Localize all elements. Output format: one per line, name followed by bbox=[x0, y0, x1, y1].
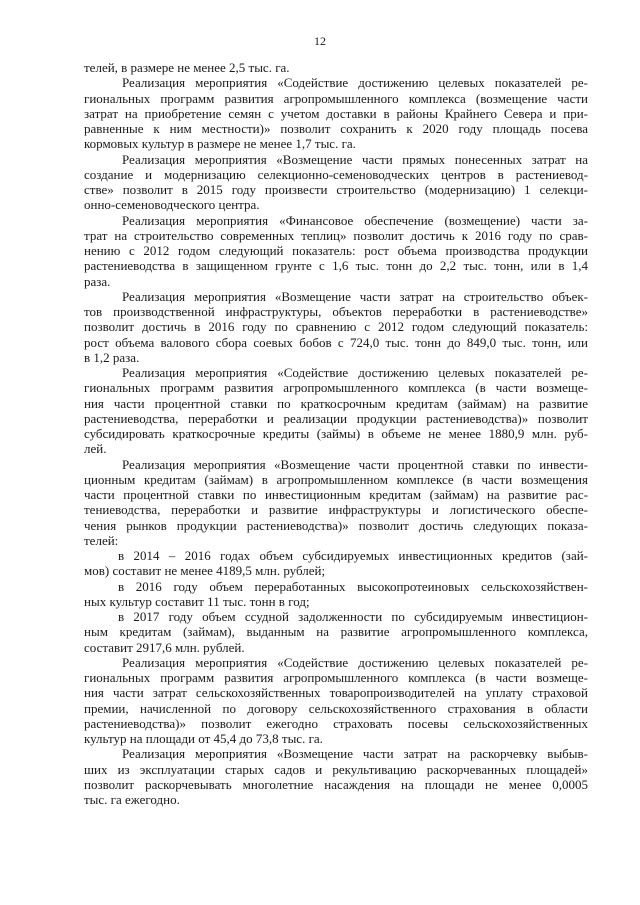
text-line: рост объема валового сбора соевых бобов с 724,0 тыс. тонн до 849,0 тыс. тонн, или bbox=[84, 334, 588, 350]
text-line: тов производственной инфраструктуры, объектов переработки в растениеводстве» bbox=[84, 304, 588, 319]
text-line: телей, в размере не менее 2,5 тыс. га. bbox=[84, 60, 290, 75]
text-line: ния части затрат сельскохозяйственных товаропроизводителей на уплату страховой bbox=[84, 685, 588, 701]
paragraph bbox=[84, 579, 588, 610]
text-line: Реализация мероприятия «Возмещение части затрат на строительство объек- bbox=[122, 288, 588, 304]
paragraph bbox=[84, 75, 588, 151]
paragraph bbox=[84, 152, 588, 213]
text-line: Реализация мероприятия «Возмещение части прямых понесенных затрат на bbox=[122, 151, 588, 167]
text-line: растениеводства, переработки и реализации продукции растениеводства)» позволит bbox=[84, 410, 588, 426]
text-line: растениеводства)» позволит ежегодно страховать посевы сельскохозяйственных bbox=[84, 715, 588, 731]
text-line: Реализация мероприятия «Возмещение части процентной ставки по инвести- bbox=[122, 456, 588, 472]
text-line: в 2016 году объем переработанных высокопротеиновых сельскохозяйствен- bbox=[118, 578, 588, 594]
paragraph bbox=[84, 548, 588, 579]
text-line: в 2014 – 2016 годах объем субсидируемых инвестиционных кредитов (зай- bbox=[118, 548, 588, 563]
text-line: кормовых культур в размере не менее 1,7 тыс. га. bbox=[84, 136, 356, 152]
paragraph bbox=[84, 655, 588, 747]
paragraph bbox=[84, 60, 588, 75]
text-line: равненные к ним местности)» позволит сохранить к 2020 году площадь посева bbox=[84, 121, 588, 136]
text-line: Реализация мероприятия «Возмещение части затрат на раскорчевку выбыв- bbox=[122, 746, 588, 762]
text-line: нению с 2012 годом следующий показатель: рост объема производства продукции bbox=[84, 243, 588, 258]
text-line: культур на площади от 45,4 до 73,8 тыс. га. bbox=[84, 731, 323, 746]
text-line: в 1,2 раза. bbox=[84, 349, 140, 365]
text-line: ным кредитам (займам), выданным на развитие агропромышленного комплекса, bbox=[84, 624, 588, 640]
text-line: создание и модернизацию селекционно-семеноводческих центров в растениевод- bbox=[84, 166, 588, 182]
text-line: телей: bbox=[84, 532, 119, 548]
text-line: затрат на приобретение семян с учетом доставки в районы Крайнего Севера и при- bbox=[84, 105, 588, 121]
text-line: чения рынков продукции растениеводства)» позволит достичь следующих показа- bbox=[84, 517, 588, 533]
text-line: Реализация мероприятия «Финансовое обеспечение (возмещение) части за- bbox=[122, 212, 588, 228]
text-line: гиональных программ развития агропромышленного комплекса (в части возмеще- bbox=[84, 670, 588, 685]
text-line: части процентной ставки по инвестиционным кредитам (займам) на развитие рас- bbox=[84, 487, 588, 502]
text-line: ционным кредитам (займам) в агропромышленном комплексе (в части возмещения bbox=[84, 471, 588, 487]
paragraph bbox=[84, 289, 588, 365]
text-line: ния части процентной ставки по краткосрочным кредитам (займам) на развитие bbox=[84, 395, 588, 411]
text-line: позволит раскорчевывать многолетние насаждения на площади не менее 0,0005 bbox=[84, 776, 588, 792]
text-line: тениеводства, переработки и развитие инфраструктуры и логистического обеспе- bbox=[84, 502, 588, 518]
paragraph bbox=[84, 213, 588, 289]
text-line: ших из эксплуатации старых садов и рекультивацию раскорчеванных площадей» bbox=[84, 761, 588, 777]
text-line: Реализация мероприятия «Содействие достижению целевых показателей ре- bbox=[122, 654, 588, 670]
text-line: Реализация мероприятия «Содействие достижению целевых показателей ре- bbox=[122, 75, 588, 91]
text-line: лей. bbox=[84, 441, 107, 457]
page-number: 12 bbox=[314, 34, 326, 48]
text-line: гиональных программ развития агропромышленного комплекса (в части возмеще- bbox=[84, 380, 588, 396]
text-line: трат на строительство современных теплиц» позволит достичь к 2016 году по срав- bbox=[84, 227, 588, 243]
text-line: в 2017 году объем ссудной задолженности по субсидируемым инвестицион- bbox=[118, 609, 588, 624]
text-line: гиональных программ развития агропромышленного комплекса (возмещение части bbox=[84, 90, 588, 106]
text-line: ных культур составит 11 тыс. тонн в год; bbox=[84, 593, 310, 609]
text-line: стве» позволит в 2015 году произвести строительство (модернизацию) 1 селекци- bbox=[84, 182, 588, 197]
text-line: раза. bbox=[84, 273, 111, 289]
paragraph bbox=[84, 609, 588, 655]
text-line: мов) составит не менее 4189,5 млн. рублей; bbox=[84, 563, 326, 579]
text-line: позволит достичь в 2016 году по сравнению с 2012 годом следующий показатель: bbox=[84, 319, 588, 335]
text-line: составит 2917,6 млн. рублей. bbox=[84, 639, 245, 655]
text-line: тыс. га ежегодно. bbox=[84, 792, 180, 807]
text-line: растениеводства в защищенном грунте с 1,6 тыс. тонн до 2,2 тыс. тонн, или в 1,4 bbox=[84, 258, 588, 274]
text-line: премии, начисленной по договору сельскохозяйственного страхования в области bbox=[84, 700, 588, 716]
text-line: Реализация мероприятия «Содействие достижению целевых показателей ре- bbox=[122, 365, 588, 380]
paragraph bbox=[84, 746, 588, 807]
document-body bbox=[84, 60, 588, 807]
text-line: онно-семеноводческого центра. bbox=[84, 197, 260, 213]
text-line: субсидировать краткосрочные кредиты (займы) в объеме не менее 1880,9 млн. руб- bbox=[84, 426, 588, 441]
paragraph bbox=[84, 365, 588, 457]
paragraph bbox=[84, 457, 588, 549]
